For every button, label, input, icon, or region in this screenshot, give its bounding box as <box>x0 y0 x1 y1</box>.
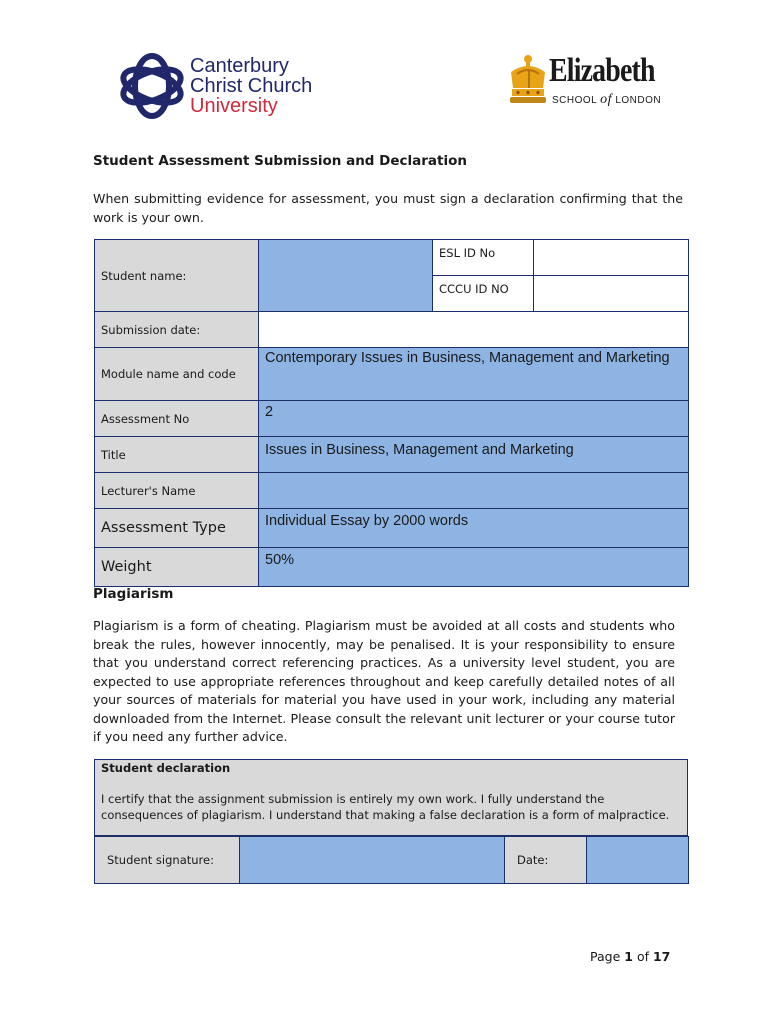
assessment-type-field[interactable]: Individual Essay by 2000 words <box>259 509 689 548</box>
submission-date-label: Submission date: <box>95 312 259 348</box>
esl-sub-school: SCHOOL <box>552 95 597 106</box>
signature-field[interactable] <box>240 837 505 884</box>
assessment-no-label: Assessment No <box>95 401 259 437</box>
esl-id-field[interactable] <box>534 240 689 276</box>
page-word: Page <box>590 949 621 964</box>
plagiarism-paragraph: Plagiarism is a form of cheating. Plagiarism must be avoided at all costs and students who break the rules, however innocently, may be penalised. It is your responsibility to ensure that you understand correct referencing practices. As a university level student, you are expected to use appropriate references throughout and keep carefully detailed notes of all your sources of materials for material you have used in your work, including any material downloaded from the Internet. Please consult the relevant unit lecturer or your course tutor if you need any further advice. <box>93 618 675 744</box>
current-page: 1 <box>624 949 633 964</box>
crown-icon <box>507 54 549 106</box>
esl-logo-subtitle <box>552 92 661 108</box>
declaration-title: Student declaration <box>101 761 231 775</box>
cccu-logo-text <box>190 56 312 116</box>
date-label: Date: <box>505 837 587 884</box>
plagiarism-heading: Plagiarism <box>93 586 174 602</box>
assessment-type-label: Assessment Type <box>95 509 259 548</box>
weight-label: Weight <box>95 548 259 587</box>
esl-id-label: ESL ID No <box>433 240 534 276</box>
student-name-label: Student name: <box>95 240 259 312</box>
cccu-id-label: CCCU ID NO <box>433 276 534 312</box>
assessment-no-field[interactable]: 2 <box>259 401 689 437</box>
esl-sub-of: of <box>600 92 613 107</box>
of-word: of <box>636 949 649 964</box>
signature-table <box>94 836 689 884</box>
submission-date-field[interactable] <box>259 312 689 348</box>
declaration-text: I certify that the assignment submission is entirely my own work. I fully understand the consequences of plagiarism. I understand that making a false declaration is a form of malpractice. <box>101 792 670 822</box>
title-field[interactable]: Issues in Business, Management and Marketing <box>259 437 689 473</box>
cccu-line-1: Canterbury <box>190 55 289 77</box>
date-field[interactable] <box>587 837 689 884</box>
weight-field[interactable]: 50% <box>259 548 689 587</box>
lecturer-label: Lecturer's Name <box>95 473 259 509</box>
page-number <box>590 949 670 964</box>
student-name-field[interactable] <box>259 240 433 312</box>
lecturer-field[interactable] <box>259 473 689 509</box>
title-label: Title <box>95 437 259 473</box>
cccu-line-2: Christ Church <box>190 75 313 97</box>
total-pages: 17 <box>652 949 671 964</box>
declaration-box <box>94 759 688 836</box>
module-field[interactable]: Contemporary Issues in Business, Management and Marketing <box>259 348 689 401</box>
esl-logo-name: Elizabeth <box>549 52 655 89</box>
intro-paragraph: When submitting evidence for assessment, you must sign a declaration confirming that the work is your own. <box>93 191 683 225</box>
esl-sub-london: LONDON <box>615 95 662 106</box>
module-label: Module name and code <box>95 348 259 401</box>
cccu-line-3: University <box>190 95 278 117</box>
submission-form-table <box>94 239 689 587</box>
signature-label: Student signature: <box>95 837 240 884</box>
page-title: Student Assessment Submission and Declaration <box>93 153 467 169</box>
cccu-id-field[interactable] <box>534 276 689 312</box>
